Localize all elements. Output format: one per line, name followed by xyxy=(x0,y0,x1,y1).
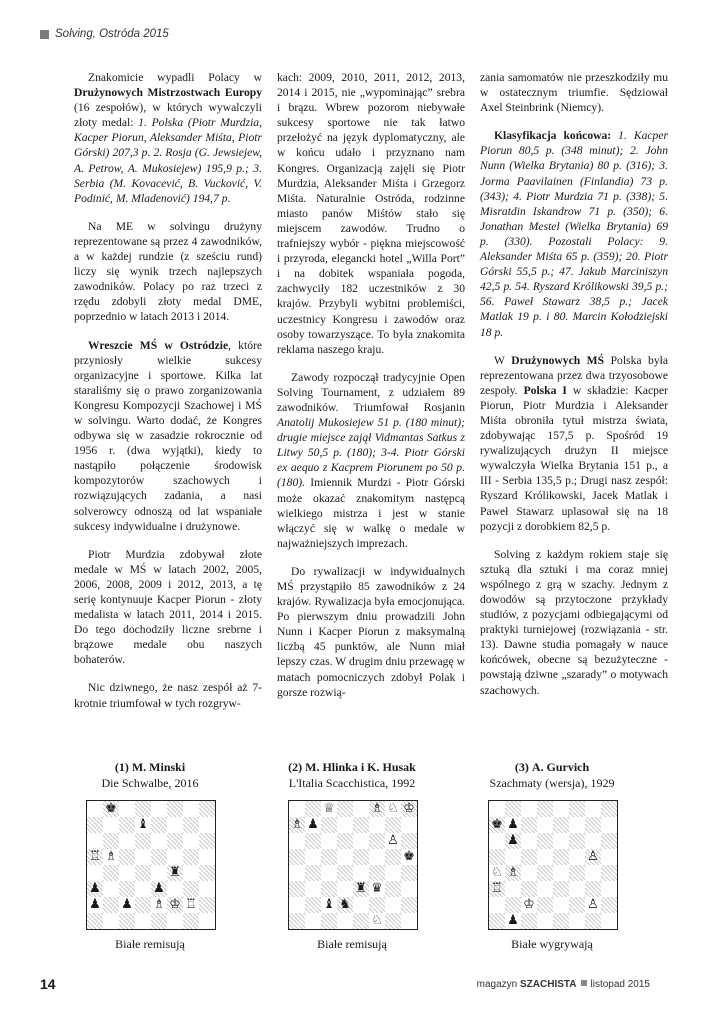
board-square xyxy=(521,913,537,929)
board-square xyxy=(353,833,369,849)
board-square xyxy=(199,801,215,817)
board-square xyxy=(401,913,417,929)
board-square xyxy=(87,897,103,913)
section-header xyxy=(40,28,169,40)
chess-piece-icon: ♝ xyxy=(323,897,335,912)
board-square xyxy=(569,849,585,865)
diagram-3-caption: Białe wygrywają xyxy=(511,937,593,951)
board-square xyxy=(183,913,199,929)
board-square xyxy=(537,913,553,929)
board-square xyxy=(521,897,537,913)
board-square xyxy=(289,849,305,865)
chess-piece-icon: ♛ xyxy=(371,881,383,896)
board-square xyxy=(369,801,385,817)
board-square xyxy=(505,833,521,849)
board-square xyxy=(199,913,215,929)
board-square xyxy=(167,817,183,833)
footer-square-icon xyxy=(581,980,587,986)
chess-piece-icon: ♙ xyxy=(587,849,599,864)
board-square xyxy=(401,865,417,881)
board-square xyxy=(489,833,505,849)
chess-piece-icon: ♗ xyxy=(105,849,117,864)
board-square xyxy=(151,881,167,897)
chess-piece-icon: ♘ xyxy=(491,865,503,880)
board-square xyxy=(353,801,369,817)
chess-piece-icon: ♜ xyxy=(355,881,367,896)
board-square xyxy=(353,881,369,897)
chess-piece-icon: ♖ xyxy=(491,881,503,896)
board-square xyxy=(369,913,385,929)
board-square xyxy=(401,881,417,897)
board-square xyxy=(103,801,119,817)
board-square xyxy=(337,833,353,849)
board-square xyxy=(505,865,521,881)
board-square xyxy=(135,881,151,897)
board-square xyxy=(321,801,337,817)
board-square xyxy=(167,833,183,849)
board-square xyxy=(103,881,119,897)
board-square xyxy=(183,865,199,881)
board-square xyxy=(521,881,537,897)
board-square xyxy=(199,865,215,881)
board-square xyxy=(289,833,305,849)
board-square xyxy=(337,849,353,865)
board-square xyxy=(321,865,337,881)
board-square xyxy=(521,865,537,881)
header-square-icon xyxy=(40,30,49,39)
board-square xyxy=(489,865,505,881)
board-square xyxy=(489,801,505,817)
board-square xyxy=(167,801,183,817)
chessboard-1 xyxy=(86,800,216,930)
paragraph: Znakomicie wypadli Polacy w Drużynowych Mistrzostwach Europy (16 zespołów), w których wywalczyli złoty medal: 1. Polska (Piotr Murdzia, Kacper Piorun, Aleksander Miśta, Piotr Górski) 207,3 p. 2. Rosja (G. Jewsiejew, A. Petrow, A. Mukosiejew) 195,9 p.; 3. Serbia (M. Kovacević, B. Vucković, V. Podinić, M. Mladenović) 194,7 p. xyxy=(74,71,262,205)
chess-piece-icon: ♚ xyxy=(403,849,415,864)
board-square xyxy=(385,913,401,929)
board-square xyxy=(385,833,401,849)
board-square xyxy=(103,833,119,849)
board-square xyxy=(305,897,321,913)
board-square xyxy=(369,881,385,897)
board-square xyxy=(569,897,585,913)
board-square xyxy=(289,897,305,913)
chess-piece-icon: ♘ xyxy=(387,801,399,816)
paragraph: Zawody rozpoczął tradycyjnie Open Solving Tournament, z udziałem 89 zawodników. Triumfował Rosjanin Anatolij Mukosiejew 51 p. (180 minut); drugie miejsce zajął Vidmantas Satkus z Litwy 50,5 p. (180); 3-4. Piotr Górski ex aequo z Kacprem Piorunem po 50 p. (180). Imiennik Murdzi - Piotr Górski może okazać znakomitym następcą wielkiego mistrza i jest w stanie włączyć się w walkę o medale w najważniejszych imprezach. xyxy=(277,370,465,550)
board-square xyxy=(601,897,617,913)
board-square xyxy=(199,881,215,897)
board-square xyxy=(337,817,353,833)
chess-piece-icon: ♗ xyxy=(291,817,303,832)
board-square xyxy=(537,833,553,849)
board-square xyxy=(385,881,401,897)
board-square xyxy=(87,817,103,833)
board-square xyxy=(601,849,617,865)
board-square xyxy=(537,817,553,833)
board-square xyxy=(569,865,585,881)
paragraph: W Drużynowych MŚ Polska była reprezentowana przez dwa trzyosobowe zespoły. Polska I w składzie: Kacper Piorun, Piotr Murdzia i Aleksander Miśta obroniła tytuł mistrza świata, zdobywając 157,5 p. Spośród 19 rywalizujących drużyn II miejsce wywalczyła Wielka Brytania 151 p., a III - Serbia 135,5 p.; Drugi nasz zespół: Ryszard Królikowski, Jacek Matlak i Paweł Stawarz uplasował się na 18 pozycji z dorobkiem 82,5 p. xyxy=(480,353,668,533)
board-square xyxy=(553,897,569,913)
board-square xyxy=(585,865,601,881)
board-square xyxy=(585,833,601,849)
board-square xyxy=(489,881,505,897)
board-square xyxy=(553,849,569,865)
paragraph: Solving z każdym rokiem staje się sztuką dla sztuki i ma coraz mniej wspólnego z grą w szachy. Jednym z dowodów są przytoczone przykłady studiów, z pozycjami odbiegającymi od praktyki turniejowej (rozwiązania - str. 13). Dawne studia pomagały w nauce końcówek, obecne są bezużyteczne - powstają dziwne „szarady” o motywach szachowych. xyxy=(480,547,668,697)
board-square xyxy=(385,865,401,881)
chess-piece-icon: ♔ xyxy=(523,897,535,912)
board-square xyxy=(87,865,103,881)
diagram-1-title: (1) M. Minski Die Schwalbe, 2016 xyxy=(101,760,199,790)
board-square xyxy=(289,881,305,897)
board-square xyxy=(337,801,353,817)
board-square xyxy=(569,801,585,817)
chessboard-3 xyxy=(488,800,618,930)
board-square xyxy=(385,801,401,817)
board-square xyxy=(521,801,537,817)
board-square xyxy=(401,897,417,913)
board-square xyxy=(167,865,183,881)
board-square xyxy=(369,817,385,833)
board-square xyxy=(505,881,521,897)
board-square xyxy=(601,865,617,881)
board-square xyxy=(505,849,521,865)
board-square xyxy=(337,865,353,881)
board-square xyxy=(569,913,585,929)
footer: magazyn SZACHISTA listopad 2015 xyxy=(476,979,650,990)
board-square xyxy=(119,849,135,865)
board-square xyxy=(289,817,305,833)
board-square xyxy=(321,817,337,833)
board-square xyxy=(553,881,569,897)
board-square xyxy=(167,849,183,865)
board-square xyxy=(369,897,385,913)
board-square xyxy=(321,897,337,913)
chess-piece-icon: ♖ xyxy=(89,849,101,864)
board-square xyxy=(385,817,401,833)
board-square xyxy=(103,913,119,929)
board-square xyxy=(119,897,135,913)
diagram-3-title: (3) A. Gurvich Szachmaty (wersja), 1929 xyxy=(489,760,615,790)
board-square xyxy=(167,897,183,913)
board-square xyxy=(103,865,119,881)
board-square xyxy=(199,849,215,865)
chess-piece-icon: ♕ xyxy=(323,801,335,816)
board-square xyxy=(601,833,617,849)
chess-piece-icon: ♟ xyxy=(121,897,133,912)
board-square xyxy=(119,865,135,881)
board-square xyxy=(151,913,167,929)
board-square xyxy=(183,833,199,849)
chess-piece-icon: ♟ xyxy=(507,913,519,928)
board-square xyxy=(553,913,569,929)
board-square xyxy=(151,817,167,833)
board-square xyxy=(87,913,103,929)
board-square xyxy=(585,897,601,913)
board-square xyxy=(199,897,215,913)
board-square xyxy=(183,849,199,865)
board-square xyxy=(321,881,337,897)
board-square xyxy=(489,913,505,929)
board-square xyxy=(87,849,103,865)
board-square xyxy=(151,865,167,881)
chess-piece-icon: ♖ xyxy=(185,897,197,912)
chess-piece-icon: ♙ xyxy=(587,897,599,912)
board-square xyxy=(585,881,601,897)
paragraph: Do rywalizacji w indywidualnych MŚ przystąpiło 85 zawodników z 24 krajów. Rywalizacja była emocjonująca. Po pierwszym dniu prowadzili John Nunn i Kacper Piorun z maksymalną liczbą 45 punktów, ale Nunn miał lepszy czas. W drugim dniu przewagę w matach pomocniczych zdobył Polak i gorsze rozwią- xyxy=(277,564,465,699)
column-2 xyxy=(277,70,465,713)
board-square xyxy=(183,817,199,833)
section-title: Solving, Ostróda 2015 xyxy=(55,28,169,40)
chess-piece-icon: ♙ xyxy=(387,833,399,848)
board-square xyxy=(569,881,585,897)
board-square xyxy=(119,913,135,929)
chess-piece-icon: ♗ xyxy=(507,865,519,880)
board-square xyxy=(289,865,305,881)
chess-piece-icon: ♟ xyxy=(507,817,519,832)
board-square xyxy=(151,849,167,865)
board-square xyxy=(505,817,521,833)
board-square xyxy=(183,897,199,913)
board-square xyxy=(521,817,537,833)
board-square xyxy=(601,913,617,929)
board-square xyxy=(135,849,151,865)
board-square xyxy=(505,913,521,929)
board-square xyxy=(337,913,353,929)
board-square xyxy=(489,849,505,865)
chess-piece-icon: ♚ xyxy=(491,817,503,832)
board-square xyxy=(87,801,103,817)
diagram-2-title: (2) M. Hlinka i K. Husak L'Italia Scacchistica, 1992 xyxy=(288,760,416,790)
chess-piece-icon: ♟ xyxy=(507,833,519,848)
board-square xyxy=(353,913,369,929)
paragraph: Nic dziwnego, że nasz zespół aż 7-krotnie triumfował w tych rozgryw- xyxy=(74,681,262,710)
board-square xyxy=(521,849,537,865)
paragraph: zania samomatów nie przeszkodziły mu w ostatecznym triumfie. Sędziował Axel Steinbrink (Niemcy). xyxy=(480,71,668,115)
board-square xyxy=(119,817,135,833)
paragraph: Wreszcie MŚ w Ostródzie, które przyniosły wielkie sukcesy organizacyjne i sportowe. Kilka lat staraliśmy się o prawo zorganizowania Kongresu Kompozycji Szachowej i MŚ w solvingu. Warto dodać, że Kongres odbywa się w zasadzie rokrocznie od 1956 r. (dwa wyjątki), kiedy to nastąpiło połączenie środowisk kompozytorów szachowych i rozwiązujących zadania, a nasi solverowcy odnoszą od lat wspaniałe sukcesy indywidualne i drużynowe. xyxy=(74,338,263,533)
board-square xyxy=(601,881,617,897)
board-square xyxy=(353,849,369,865)
board-square xyxy=(135,865,151,881)
page-number: 14 xyxy=(40,976,56,992)
board-square xyxy=(553,801,569,817)
board-square xyxy=(505,801,521,817)
board-square xyxy=(199,833,215,849)
board-square xyxy=(585,801,601,817)
chess-piece-icon: ♔ xyxy=(403,801,415,816)
board-square xyxy=(537,865,553,881)
board-square xyxy=(337,881,353,897)
board-square xyxy=(305,801,321,817)
paragraph: Na ME w solvingu drużyny reprezentowane są przez 4 zawodników, a w każdej rundzie (z sześciu rund) liczy się wynik trzech najlepszych zawodników. Polacy po raz trzeci z rzędu zdobyli złoty medal DME, poprzednio w latach 2013 i 2014. xyxy=(74,219,262,324)
board-square xyxy=(305,881,321,897)
board-square xyxy=(553,817,569,833)
column-3 xyxy=(480,70,668,711)
board-square xyxy=(119,801,135,817)
diagram-2-caption: Białe remisują xyxy=(317,937,387,951)
board-square xyxy=(553,865,569,881)
board-square xyxy=(103,897,119,913)
board-square xyxy=(321,833,337,849)
board-square xyxy=(489,817,505,833)
board-square xyxy=(537,897,553,913)
board-square xyxy=(385,849,401,865)
board-square xyxy=(353,817,369,833)
board-square xyxy=(135,897,151,913)
board-square xyxy=(289,913,305,929)
board-square xyxy=(601,801,617,817)
board-square xyxy=(119,833,135,849)
board-square xyxy=(183,801,199,817)
board-square xyxy=(401,833,417,849)
board-square xyxy=(337,897,353,913)
board-square xyxy=(183,881,199,897)
chess-piece-icon: ♔ xyxy=(169,897,181,912)
board-square xyxy=(103,817,119,833)
chess-piece-icon: ♟ xyxy=(89,881,101,896)
paragraph: Klasyfikacja końcowa: 1. Kacper Piorun 80,5 p. (348 minut); 2. John Nunn (Wielka Brytania) 80 p. (316); 3. Jorma Paavilainen (Finlandia) 73 p. (343); 4. Piotr Murdzia 71 p. (338); 5. Misratdin Iskandrow 71 p. (350); 6. Jonathan Mestel (Wielka Brytania) 69 p. (330). Pozostali Polacy: 9. Aleksander Miśta 65 p. (359); 20. Piotr Górski 55,5 p.; 47. Jakub Marciniszyn 42,5 p. 54. Ryszard Królikowski 39,5 p.; 56. Paweł Stawarz 38,5 p.; Jacek Matlak 19 p. i 80. Marcin Kołodziejski 18 p. xyxy=(480,129,668,339)
board-square xyxy=(537,881,553,897)
chess-piece-icon: ♗ xyxy=(371,801,383,816)
column-1 xyxy=(74,70,262,724)
board-square xyxy=(521,833,537,849)
board-square xyxy=(401,817,417,833)
board-square xyxy=(135,817,151,833)
board-square xyxy=(553,833,569,849)
board-square xyxy=(401,849,417,865)
board-square xyxy=(305,865,321,881)
chess-piece-icon: ♟ xyxy=(153,881,165,896)
board-square xyxy=(289,801,305,817)
board-square xyxy=(151,801,167,817)
board-square xyxy=(305,849,321,865)
board-square xyxy=(135,833,151,849)
board-square xyxy=(505,897,521,913)
board-square xyxy=(305,833,321,849)
chess-piece-icon: ♘ xyxy=(371,913,383,928)
board-square xyxy=(321,913,337,929)
board-square xyxy=(385,897,401,913)
board-square xyxy=(353,897,369,913)
board-square xyxy=(585,817,601,833)
board-square xyxy=(305,913,321,929)
chessboard-2 xyxy=(288,800,418,930)
board-square xyxy=(167,913,183,929)
board-square xyxy=(119,881,135,897)
chess-piece-icon: ♝ xyxy=(137,817,149,832)
chess-piece-icon: ♟ xyxy=(89,897,101,912)
paragraph: Piotr Murdzia zdobywał złote medale w MŚ w latach 2002, 2005, 2006, 2008, 2009 i 2012, 2013, a tę serię kontynuuje Kacper Piorun - złoty medalista w latach 2011, 2014 i 2015. Do tego dochodziły liczne srebrne i brązowe medale obu naszych bohaterów. xyxy=(74,547,262,667)
board-square xyxy=(135,913,151,929)
board-square xyxy=(369,833,385,849)
chess-piece-icon: ♞ xyxy=(339,897,351,912)
board-square xyxy=(489,897,505,913)
board-square xyxy=(199,817,215,833)
board-square xyxy=(353,865,369,881)
diagram-1-caption: Białe remisują xyxy=(115,937,185,951)
paragraph: kach: 2009, 2010, 2011, 2012, 2013, 2014 i 2015, nie „wypominając” srebra i brązu. Wbrew pozorom niebywałe sukcesy sportowe nie tak łatwo przełożyć na język dyplomatyczny, ale w końcu udało i przyznano nam Kongres. Organizacją zajęli się Piotr Murdzia, Aleksander Miśta i Grzegorz Miśta. Naturalnie Ostróda, rodzinne miasto panów Miśtów stało się miejscem zawodów. Trudno o trafniejszy wybór - piękna miejscowość i przyroda, elegancki hotel „Willa Port” i na dobitek wspaniała pogoda, zachwyciły 182 uczestników z 30 krajów. Przybyli wybitni problemiści, uczestnicy Kongresu i zawodów oraz osoby towarzyszące. To była znakomita reklama naszego kraju. xyxy=(277,71,465,356)
board-square xyxy=(601,817,617,833)
board-square xyxy=(151,833,167,849)
board-square xyxy=(569,817,585,833)
board-square xyxy=(321,849,337,865)
chess-piece-icon: ♟ xyxy=(307,817,319,832)
board-square xyxy=(537,801,553,817)
board-square xyxy=(401,801,417,817)
board-square xyxy=(167,881,183,897)
chess-piece-icon: ♗ xyxy=(153,897,165,912)
board-square xyxy=(537,849,553,865)
board-square xyxy=(151,897,167,913)
board-square xyxy=(569,833,585,849)
board-square xyxy=(305,817,321,833)
chess-piece-icon: ♜ xyxy=(169,865,181,880)
board-square xyxy=(87,881,103,897)
board-square xyxy=(585,913,601,929)
board-square xyxy=(369,865,385,881)
chess-piece-icon: ♚ xyxy=(105,801,117,816)
board-square xyxy=(135,801,151,817)
board-square xyxy=(87,833,103,849)
board-square xyxy=(585,849,601,865)
board-square xyxy=(103,849,119,865)
board-square xyxy=(369,849,385,865)
